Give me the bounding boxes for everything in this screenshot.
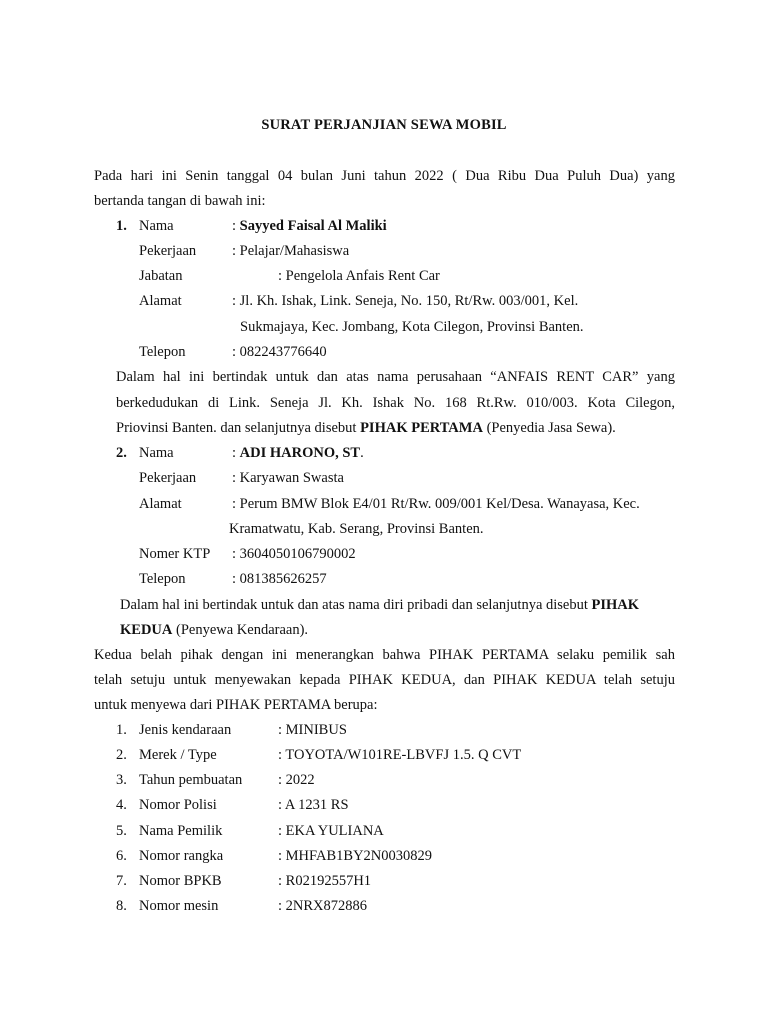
party1-telepon-value: : 082243776640 <box>232 344 327 360</box>
agreement-line-3: untuk menyewa dari PIHAK PERTAMA berupa: <box>94 697 378 713</box>
party1-desc-text: Priovinsi Banten. dan selanjutnya disebut <box>116 420 361 436</box>
party2-pekerjaan-label: Pekerjaan <box>139 470 197 486</box>
kedua-label: KEDUA <box>120 622 173 638</box>
party1-jabatan-label: Jabatan <box>139 268 183 284</box>
party2-desc-text: Dalam hal ini bertindak untuk dan atas nama diri pribadi dan selanjutnya disebut <box>120 597 592 613</box>
vehicle-item-num: 4. <box>116 797 127 813</box>
party1-nama-value: : Sayyed Faisal Al Maliki <box>232 218 387 234</box>
party1-nama-label: Nama <box>139 218 174 234</box>
vehicle-item-value: : TOYOTA/W101RE-LBVFJ 1.5. Q CVT <box>278 747 522 763</box>
party2-nama-value: : ADI HARONO, ST. <box>232 445 364 461</box>
vehicle-item-value: : EKA YULIANA <box>278 823 384 839</box>
intro-line-2: bertanda tangan di bawah ini: <box>94 193 266 209</box>
vehicle-item-label: Jenis kendaraan <box>139 722 232 738</box>
party1-desc-role: (Penyedia Jasa Sewa). <box>482 420 616 436</box>
agreement-line-1: Kedua belah pihak dengan ini menerangkan bahwa PIHAK PERTAMA selaku pemilik sah <box>94 647 675 663</box>
vehicle-item-value: : 2NRX872886 <box>278 898 368 914</box>
party2-telepon-label: Telepon <box>139 571 186 587</box>
party1-nama: Sayyed Faisal Al Maliki <box>239 218 387 234</box>
pihak-pertama-label: PIHAK PERTAMA <box>360 420 483 436</box>
vehicle-item-value: : A 1231 RS <box>278 797 349 813</box>
party1-pekerjaan-value: : Pelajar/Mahasiswa <box>232 243 350 259</box>
party2-desc-line-2 <box>120 622 308 639</box>
party1-telepon-label: Telepon <box>139 344 186 360</box>
vehicle-item-label: Nomor rangka <box>139 848 224 864</box>
party2-pekerjaan-value: : Karyawan Swasta <box>232 470 344 486</box>
vehicle-item-num: 5. <box>116 823 127 839</box>
party1-alamat-value-1: : Jl. Kh. Ishak, Link. Seneja, No. 150, Rt/Rw. 003/001, Kel. <box>232 293 579 309</box>
pihak-label: PIHAK <box>591 597 640 613</box>
party1-alamat-value-2: Sukmajaya, Kec. Jombang, Kota Cilegon, Provinsi Banten. <box>240 319 584 335</box>
party2-telepon-value: : 081385626257 <box>232 571 327 587</box>
party1-desc-line-1: Dalam hal ini bertindak untuk dan atas nama perusahaan “ANFAIS RENT CAR” yang <box>116 369 675 385</box>
vehicle-item-num: 2. <box>116 747 127 763</box>
party1-pekerjaan-label: Pekerjaan <box>139 243 197 259</box>
document-title: SURAT PERJANJIAN SEWA MOBIL <box>261 117 507 133</box>
party2-desc-role: (Penyewa Kendaraan). <box>172 622 309 638</box>
vehicle-item-value: : MINIBUS <box>278 722 347 738</box>
vehicle-item-label: Nomor Polisi <box>139 797 217 813</box>
vehicle-item-label: Merek / Type <box>139 747 217 763</box>
party1-desc-line-2: berkedudukan di Link. Seneja Jl. Kh. Ishak No. 168 Rt.Rw. 010/003. Kota Cilegon, <box>116 395 675 411</box>
party2-alamat-value-2: Kramatwatu, Kab. Serang, Provinsi Banten. <box>229 521 484 537</box>
party1-desc-line-3 <box>116 420 616 437</box>
vehicle-item-label: Nomor mesin <box>139 898 219 914</box>
party2-alamat-value-1: : Perum BMW Blok E4/01 Rt/Rw. 009/001 Kel/Desa. Wanayasa, Kec. <box>232 496 640 512</box>
party1-alamat-label: Alamat <box>139 293 182 309</box>
vehicle-item-value: : R02192557H1 <box>278 873 372 889</box>
party2-ktp-label: Nomer KTP <box>139 546 211 562</box>
party1-number: 1. <box>116 218 127 234</box>
party2-nama-suffix: . <box>360 445 364 461</box>
vehicle-item-value: : 2022 <box>278 772 315 788</box>
party2-desc-line-1 <box>120 597 639 614</box>
vehicle-item-label: Nama Pemilik <box>139 823 223 839</box>
vehicle-item-num: 1. <box>116 722 127 738</box>
vehicle-item-label: Tahun pembuatan <box>139 772 243 788</box>
vehicle-item-num: 7. <box>116 873 127 889</box>
party2-nama: ADI HARONO, ST <box>239 445 361 461</box>
vehicle-item-num: 6. <box>116 848 127 864</box>
party2-ktp-value: : 3604050106790002 <box>232 546 356 562</box>
party2-nama-label: Nama <box>139 445 174 461</box>
vehicle-item-num: 3. <box>116 772 127 788</box>
agreement-line-2: telah setuju untuk menyewakan kepada PIHAK KEDUA, dan PIHAK KEDUA telah setuju <box>94 672 675 688</box>
intro-line-1: Pada hari ini Senin tanggal 04 bulan Juni tahun 2022 ( Dua Ribu Dua Puluh Dua) yang <box>94 168 675 184</box>
vehicle-item-value: : MHFAB1BY2N0030829 <box>278 848 433 864</box>
party2-alamat-label: Alamat <box>139 496 182 512</box>
vehicle-item-label: Nomor BPKB <box>139 873 222 889</box>
party2-number: 2. <box>116 445 127 461</box>
party1-jabatan-value: : Pengelola Anfais Rent Car <box>278 268 440 284</box>
vehicle-item-num: 8. <box>116 898 127 914</box>
